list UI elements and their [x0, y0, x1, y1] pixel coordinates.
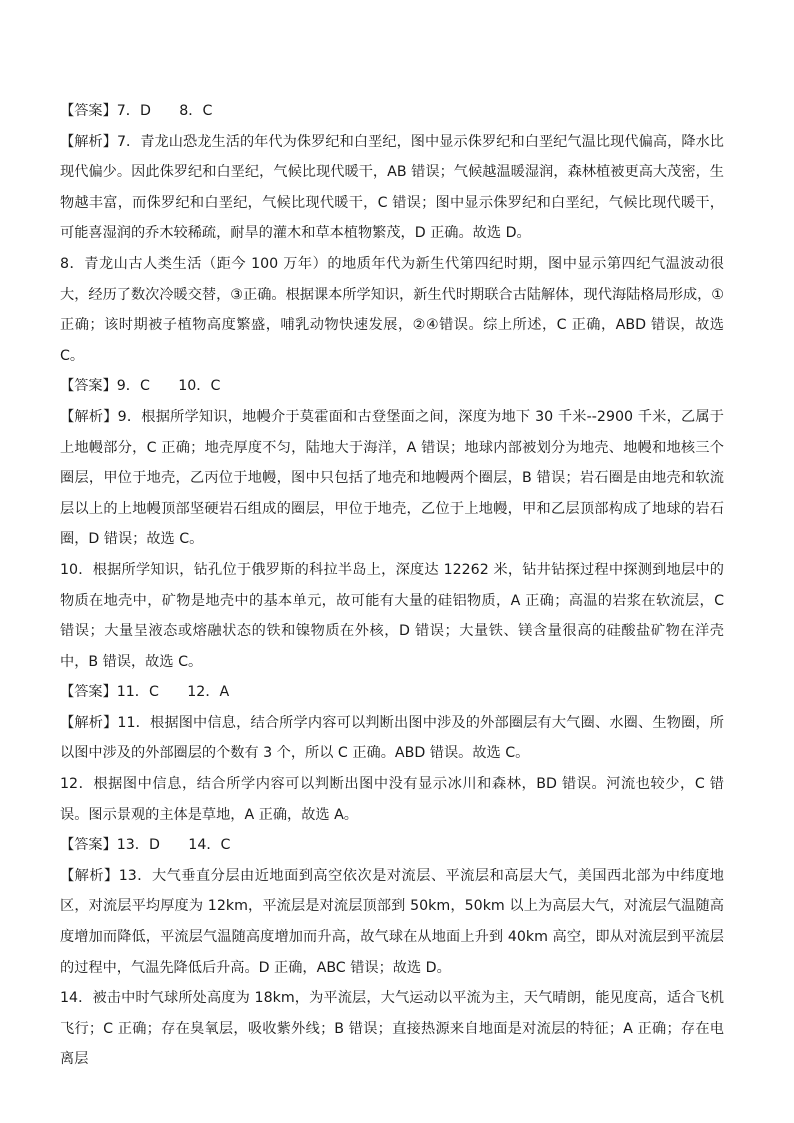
analysis-11: 【解析】11．根据图中信息，结合所学内容可以判断出图中涉及的外部圈层有大气圈、水圈、生物圈，所以图中涉及的外部圈层的个数有 3 个，所以 C 正确。ABD 错误。故选 C。	[60, 714, 724, 762]
analysis-12: 12．根据图中信息，结合所学内容可以判断出图中没有显示冰川和森林，BD 错误。河流也较少，C 错误。图示景观的主体是草地，A 正确，故选 A。	[60, 776, 724, 823]
document-page	[60, 96, 724, 1075]
analysis-13: 【解析】13．大气垂直分层由近地面到高空依次是对流层、平流层和高层大气，美国西北部为中纬度地区，对流层平均厚度为 12km，平流层是对流层顶部到 50km，50km 以上为高层大气，对流层气温随高度增加而降低，平流层气温随高度增加而升高，故气球在从地面上升到 40km 高空，即从对流层到平流层的过程中，气温先降低后升高。D 正确，ABC 错误；故选 D。	[60, 867, 724, 976]
analysis-10: 10．根据所学知识，钻孔位于俄罗斯的科拉半岛上，深度达 12262 米，钻井钻探过程中探测到地层中的物质在地壳中，矿物是地壳中的基本单元，故可能有大量的硅铝物质，A 正确；高温的岩浆在软流层，C 错误；大量呈液态或熔融状态的铁和镍物质在外核，D 错误；大量铁、镁含量很高的硅酸盐矿物在洋壳中，B 错误，故选 C。	[60, 561, 724, 670]
analysis-8: 8．青龙山古人类生活（距今 100 万年）的地质年代为新生代第四纪时期，图中显示第四纪气温波动很大，经历了数次冷暖交替，③正确。根据课本所学知识，新生代时期联合古陆解体，现代海陆格局形成，①正确；该时期被子植物高度繁盛，哺乳动物快速发展，②④错误。综上所述，C 正确，ABD 错误，故选 C。	[60, 255, 724, 364]
answer-13-14: 【答案】13．D 14．C	[60, 837, 231, 854]
analysis-9: 【解析】9．根据所学知识，地幔介于莫霍面和古登堡面之间，深度为地下 30 千米--2900 千米，乙属于上地幔部分，C 正确；地壳厚度不匀，陆地大于海洋，A 错误；地球内部被划分为地壳、地幔和地核三个圈层，甲位于地壳，乙丙位于地幔，图中只包括了地壳和地幔两个圈层，B 错误；岩石圈是由地壳和软流层以上的上地幔顶部坚硬岩石组成的圈层，甲位于地壳，乙位于上地幔，甲和乙层顶部构成了地球的岩石圈，D 错误；故选 C。	[60, 408, 724, 548]
analysis-7: 【解析】7．青龙山恐龙生活的年代为侏罗纪和白垩纪，图中显示侏罗纪和白垩纪气温比现代偏高，降水比现代偏少。因此侏罗纪和白垩纪，气候比现代暖干，AB 错误；气候越温暖湿润，森林植被更高大茂密，生物越丰富，而侏罗纪和白垩纪，气候比现代暖干，C 错误；图中显示侏罗纪和白垩纪，气候比现代暖干，可能喜湿润的乔木较稀疏，耐旱的灌木和草本植物繁茂，D 正确。故选 D。	[60, 133, 724, 242]
answer-11-12: 【答案】11．C 12．A	[60, 684, 230, 701]
analysis-14: 14．被击中时气球所处高度为 18km，为平流层，大气运动以平流为主，天气晴朗，能见度高，适合飞机飞行；C 正确；存在臭氧层，吸收紫外线；B 错误；直接热源来自地面是对流层的特征；A 正确；存在电离层	[60, 990, 724, 1068]
answer-9-10: 【答案】9．C 10．C	[60, 378, 221, 395]
answer-7-8: 【答案】7．D 8．C	[60, 103, 213, 119]
